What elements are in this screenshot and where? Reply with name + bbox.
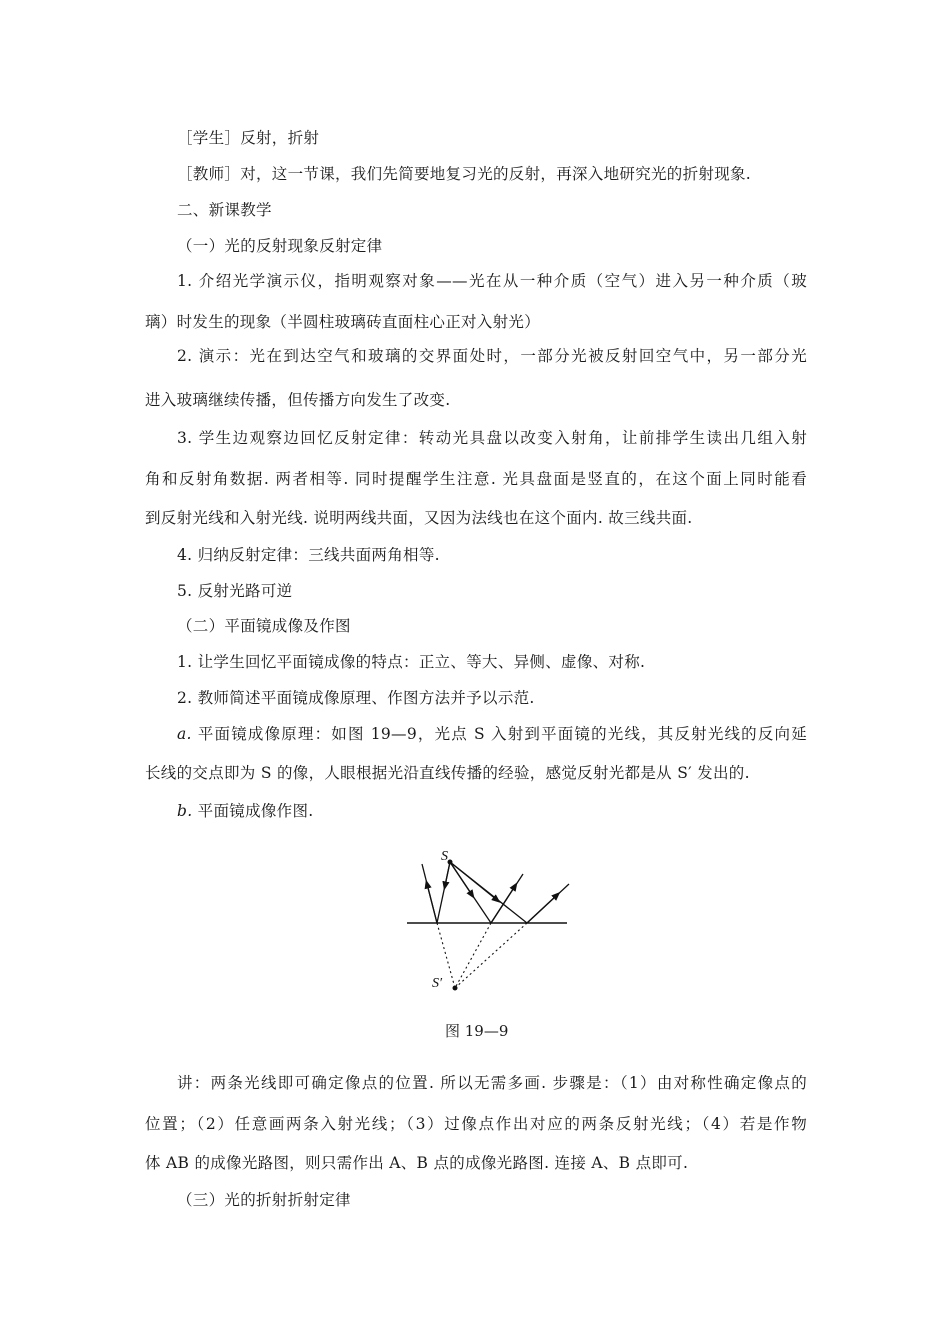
paragraph-item-1-line1: 1. 介绍光学演示仪，指明观察对象——光在从一种介质（空气）进入另一种介质（玻: [177, 272, 807, 290]
source-point: [448, 860, 453, 865]
paragraph-item-3-line3: 到反射光线和入射光线. 说明两线共面，又因为法线也在这个面内. 故三线共面.: [145, 509, 693, 527]
extension-line-2: [455, 923, 491, 988]
paragraph-mirror-drawing: [177, 801, 314, 821]
item-label-b: b.: [177, 802, 193, 820]
paragraph-student-answer: ［学生］反射，折射: [177, 129, 320, 147]
paragraph-mirror-item-1: 1. 让学生回忆平面镜成像的特点：正立、等大、异侧、虚像、对称.: [177, 653, 646, 671]
paragraph-mirror-principle-line2: 长线的交点即为 S 的像，人眼根据光沿直线传播的经验，感觉反射光都是从 S′ 发出的.: [145, 764, 750, 782]
extension-line-3: [455, 923, 527, 988]
item-label-a: a.: [177, 725, 192, 743]
source-label: S: [441, 849, 448, 864]
paragraph-item-3-line2: 角和反射角数据. 两者相等. 同时提醒学生注意. 光具盘面是竖直的，在这个面上同时能看: [145, 470, 807, 488]
paragraph-teacher-intro: ［教师］对，这一节课，我们先简要地复习光的反射，再深入地研究光的折射现象.: [177, 165, 752, 183]
image-label: S′: [432, 976, 443, 991]
paragraph-steps-line1: 讲：两条光线即可确定像点的位置. 所以无需多画. 步骤是：（1）由对称性确定像点的: [177, 1074, 807, 1092]
paragraph-item-4: 4. 归纳反射定律：三线共面两角相等.: [177, 546, 440, 564]
image-point: [453, 986, 458, 991]
subsection-heading-plane-mirror: （二）平面镜成像及作图: [177, 617, 351, 635]
mirror-principle-text: 平面镜成像原理：如图 19—9，光点 S 入射到平面镜的光线，其反射光线的反向延: [191, 725, 807, 743]
subsection-heading-reflection: （一）光的反射现象反射定律: [177, 237, 383, 255]
paragraph-item-5: 5. 反射光路可逆: [177, 582, 293, 600]
figure-caption: 图 19—9: [445, 1022, 509, 1040]
paragraph-steps-line3: 体 AB 的成像光路图，则只需作出 A、B 点的成像光路图. 连接 A、B 点即可.: [145, 1154, 689, 1172]
paragraph-item-2-line1: 2. 演示：光在到达空气和玻璃的交界面处时，一部分光被反射回空气中，另一部分光: [177, 347, 807, 365]
subsection-heading-refraction: （三）光的折射折射定律: [177, 1191, 351, 1209]
paragraph-item-2-line2: 进入玻璃继续传播，但传播方向发生了改变.: [145, 391, 451, 409]
paragraph-mirror-principle-line1: [177, 724, 807, 744]
paragraph-mirror-item-2: 2. 教师简述平面镜成像原理、作图方法并予以示范.: [177, 689, 535, 707]
paragraph-item-3-line1: 3. 学生边观察边回忆反射定律：转动光具盘以改变入射角，让前排学生读出几组入射: [177, 429, 807, 447]
plane-mirror-ray-diagram: [399, 836, 581, 1000]
section-heading-new-lesson: 二、新课教学: [177, 201, 272, 219]
mirror-drawing-text: 平面镜成像作图.: [192, 802, 314, 820]
paragraph-steps-line2: 位置；（2）任意画两条入射光线；（3）过像点作出对应的两条反射光线；（4）若是作物: [145, 1115, 807, 1133]
paragraph-item-1-line2: 璃）时发生的现象（半圆柱玻璃砖直面柱心正对入射光）: [145, 313, 541, 331]
